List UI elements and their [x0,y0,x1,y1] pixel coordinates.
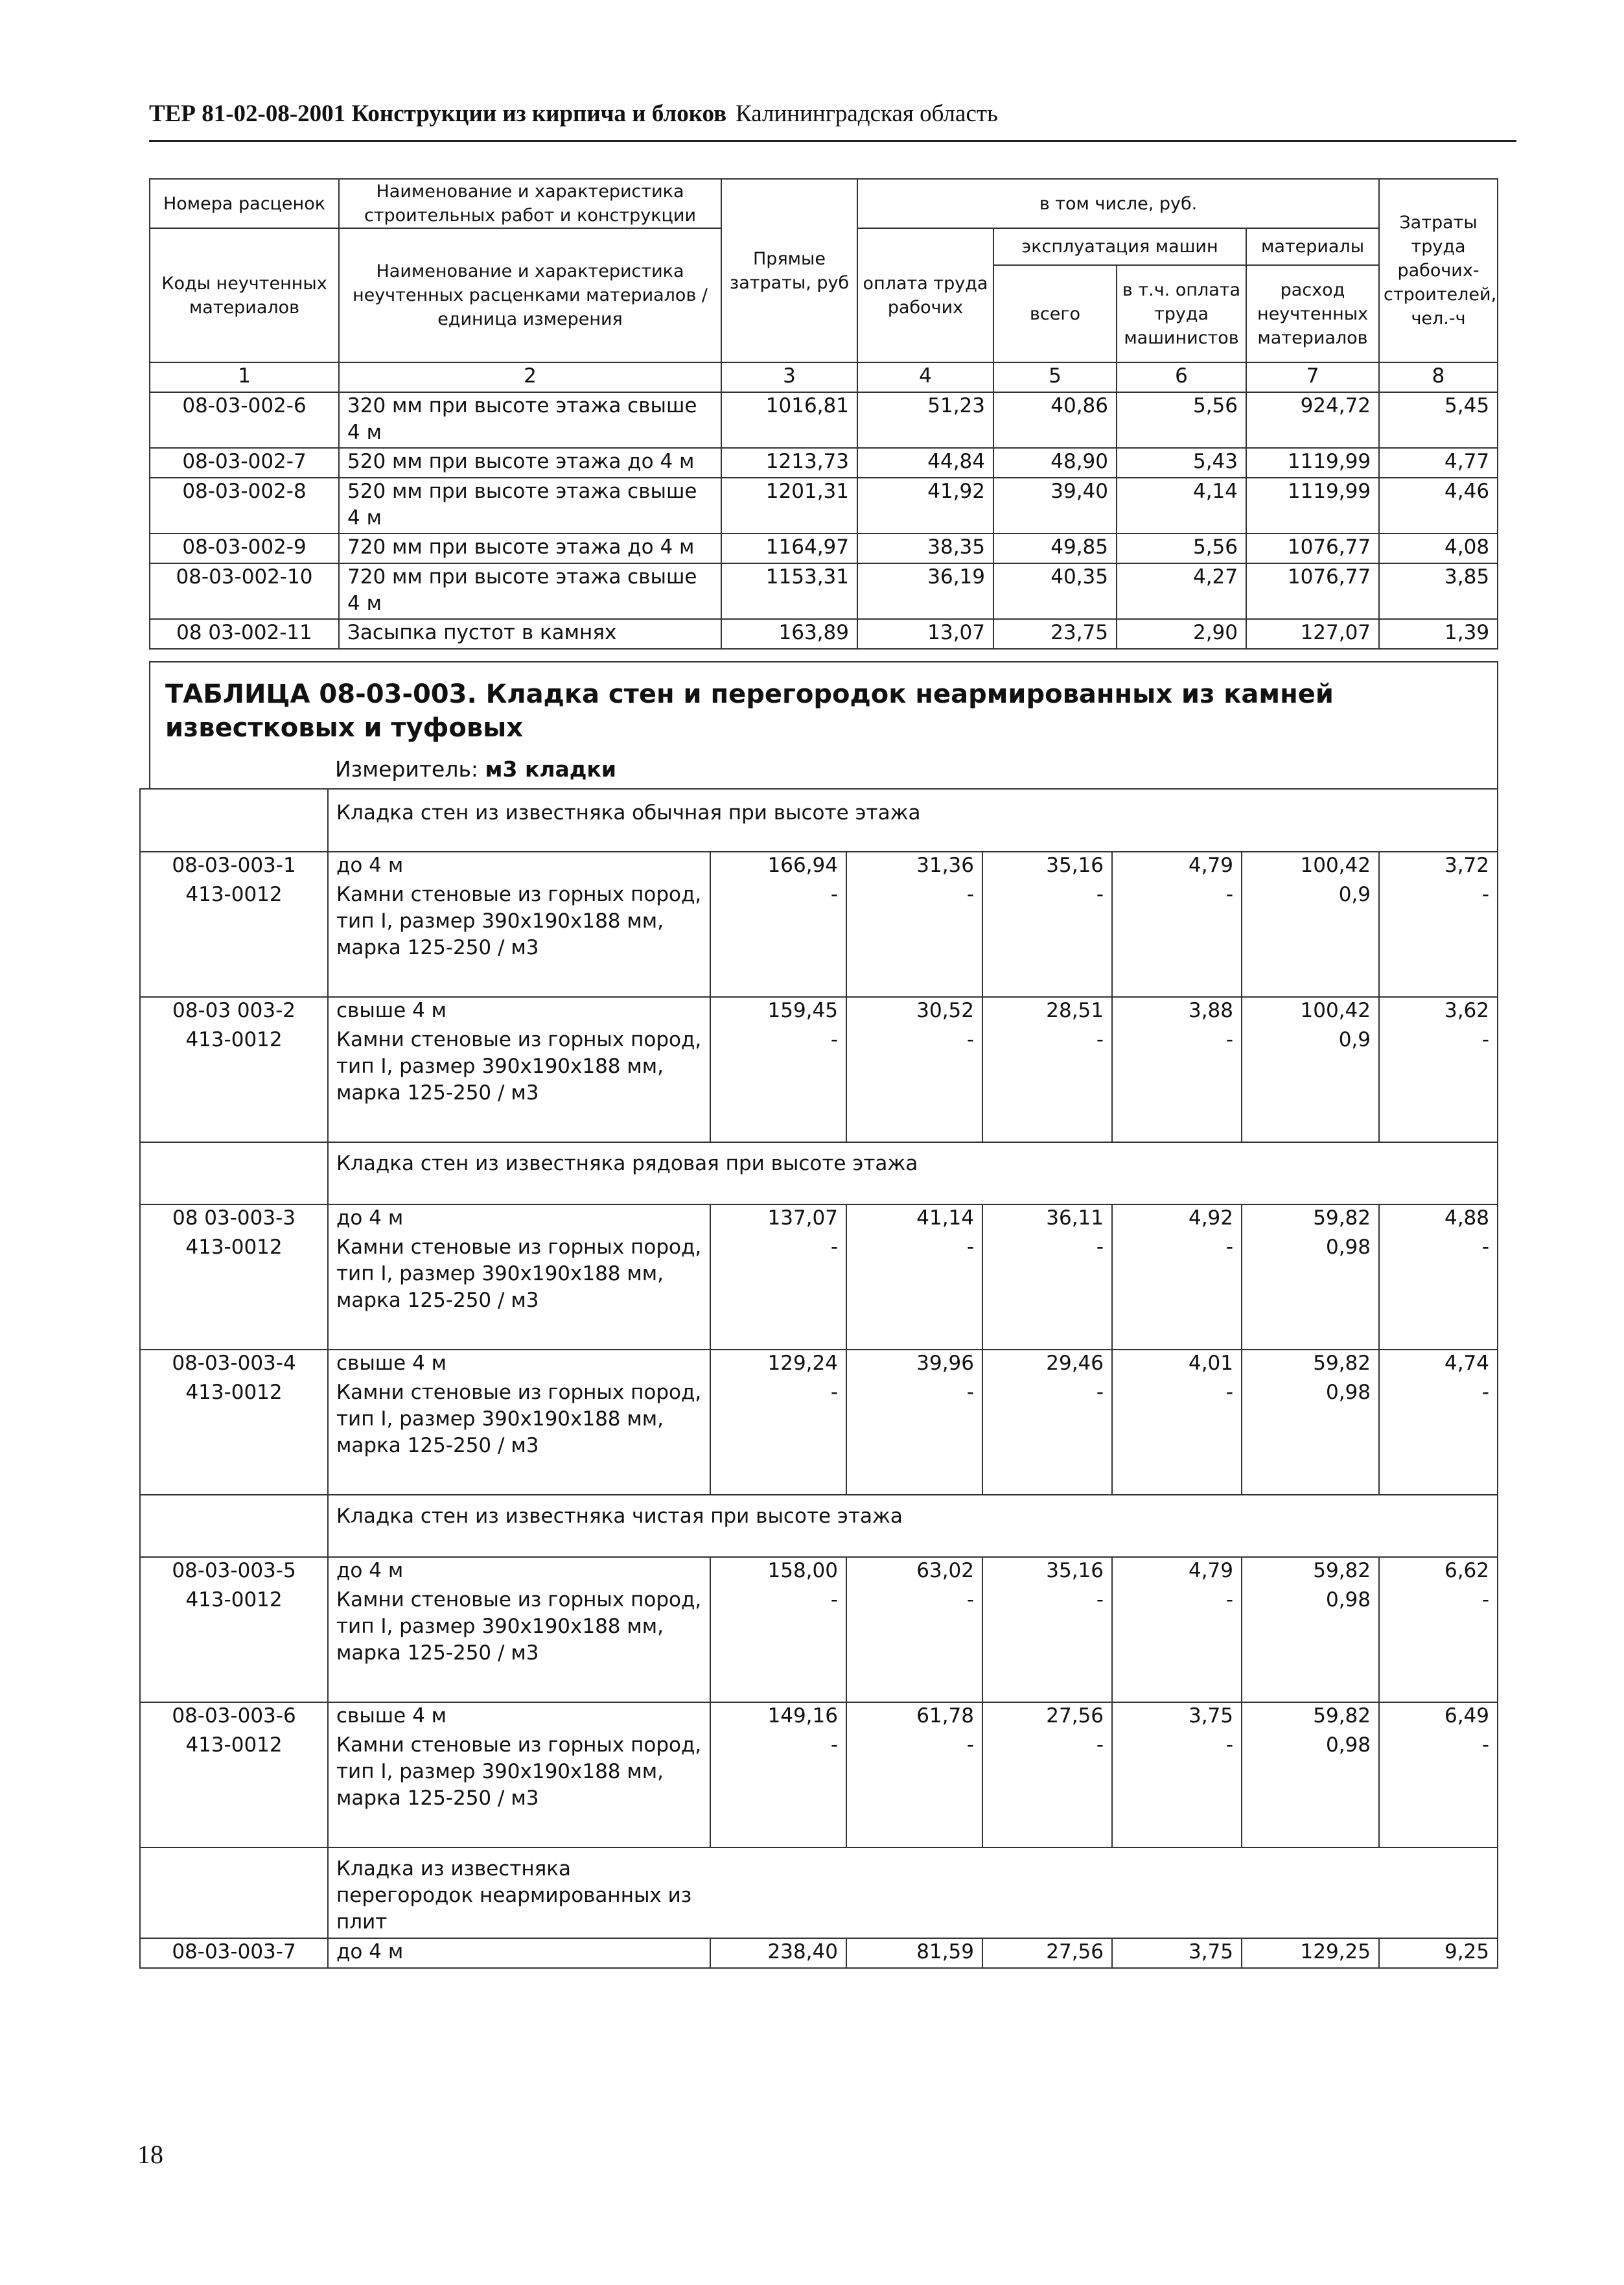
table-row [150,563,1498,619]
machines-total: 49,85 [993,533,1117,563]
materials: 129,25 [1242,1938,1379,1968]
table-row [140,852,1498,882]
materials: 59,82 [1242,1204,1379,1234]
wages: 63,02 [846,1557,982,1587]
material-wages: - [846,882,982,997]
material-direct: - [710,1732,846,1847]
labor: 4,88 [1379,1204,1498,1234]
material-row [140,1234,1498,1350]
rate-name: до 4 м [328,852,710,882]
material-labor: - [1379,882,1498,997]
material-quantity: 0,9 [1242,882,1379,997]
table-row [140,1938,1498,1968]
materials: 100,42 [1242,997,1379,1027]
header-materials: материалы [1246,228,1379,265]
rate-name: 520 мм при высоте этажа до 4 м [339,448,721,478]
header-document-title: ТЕР 81-02-08-2001 Конструкции из кирпича и блоков [149,100,727,127]
materials: 100,42 [1242,852,1379,882]
material-code: 413-0012 [140,1587,328,1702]
table-row [140,1350,1498,1379]
materials: 59,82 [1242,1702,1379,1732]
material-operator-wages: - [1112,1379,1242,1495]
direct-cost: 1016,81 [721,392,857,448]
material-name: Камни стеновые из горных пород, тип I, размер 390х190х188 мм, марка 125-250 / м3 [328,1732,710,1847]
rate-code: 08-03-003-6 [140,1702,328,1732]
material-direct: - [710,1027,846,1142]
material-code: 413-0012 [140,1234,328,1350]
material-labor: - [1379,1234,1498,1350]
direct-cost: 1201,31 [721,478,857,533]
material-quantity: 0,98 [1242,1234,1379,1350]
machines-total: 39,40 [993,478,1117,533]
direct-cost: 166,94 [710,852,846,882]
direct-cost: 238,40 [710,1938,846,1968]
direct-cost: 163,89 [721,619,857,649]
material-row [140,1027,1498,1142]
material-quantity: 0,98 [1242,1587,1379,1702]
machines-total: 40,86 [993,392,1117,448]
materials: 1076,77 [1246,563,1379,619]
material-machines: - [982,882,1112,997]
material-code: 413-0012 [140,1379,328,1495]
material-wages: - [846,1027,982,1142]
labor: 6,49 [1379,1702,1498,1732]
machines-total: 27,56 [982,1938,1112,1968]
rate-code: 08-03-002-8 [150,478,339,533]
group-heading-row [140,1142,1498,1204]
header-machine-operation: эксплуатация машин [993,228,1246,265]
material-code: 413-0012 [140,1732,328,1847]
direct-cost: 1164,97 [721,533,857,563]
wages: 13,07 [857,619,993,649]
labor: 9,25 [1379,1938,1498,1968]
rate-name: 520 мм при высоте этажа свыше 4 м [339,478,721,533]
direct-cost: 129,24 [710,1350,846,1379]
operator-wages: 4,79 [1112,1557,1242,1587]
table-row [140,1204,1498,1234]
material-row [140,1732,1498,1847]
operator-wages: 4,92 [1112,1204,1242,1234]
material-labor: - [1379,1379,1498,1495]
material-name: Камни стеновые из горных пород, тип I, размер 390х190х188 мм, марка 125-250 / м3 [328,1379,710,1495]
rate-name: до 4 м [328,1557,710,1587]
rate-code: 08-03-002-10 [150,563,339,619]
materials: 59,82 [1242,1350,1379,1379]
machines-total: 40,35 [993,563,1117,619]
operator-wages: 4,27 [1117,563,1246,619]
labor: 6,62 [1379,1557,1498,1587]
header-machines-total: всего [993,265,1117,362]
header-material-name: Наименование и характеристика неучтенных расценками материалов / единица измерения [339,228,721,362]
direct-cost: 158,00 [710,1557,846,1587]
machines-total: 35,16 [982,852,1112,882]
labor: 1,39 [1379,619,1498,649]
material-machines: - [982,1732,1112,1847]
labor: 4,46 [1379,478,1498,533]
material-wages: - [846,1234,982,1350]
group-heading: Кладка стен из известняка чистая при высоте этажа [328,1495,1498,1557]
group-heading [328,1847,1498,1938]
operator-wages: 2,90 [1117,619,1246,649]
material-operator-wages: - [1112,882,1242,997]
operator-wages: 4,14 [1117,478,1246,533]
rate-name: Засыпка пустот в камнях [339,619,721,649]
header-work-name: Наименование и характеристика строительных работ и конструкции [339,179,721,228]
column-number: 5 [993,362,1117,392]
material-machines: - [982,1234,1112,1350]
material-wages: - [846,1379,982,1495]
group-heading-row [140,1495,1498,1557]
rate-code: 08-03-003-4 [140,1350,328,1379]
table-row [140,997,1498,1027]
rate-name: свыше 4 м [328,1702,710,1732]
column-number: 4 [857,362,993,392]
material-name: Камни стеновые из горных пород, тип I, размер 390х190х188 мм, марка 125-250 / м3 [328,1234,710,1350]
column-number: 7 [1246,362,1379,392]
table-row [150,392,1498,448]
labor: 3,72 [1379,852,1498,882]
wages: 41,92 [857,478,993,533]
material-row [140,1379,1498,1495]
rate-name: свыше 4 м [328,997,710,1027]
header-direct-costs: Прямые затраты, руб [721,179,857,362]
table-row [140,1702,1498,1732]
material-direct: - [710,1379,846,1495]
materials: 127,07 [1246,619,1379,649]
materials: 1119,99 [1246,448,1379,478]
running-header [149,100,1516,142]
materials: 1119,99 [1246,478,1379,533]
group-heading-text: Кладка из известняка перегородок неармированных из плит [336,1857,692,1934]
material-machines: - [982,1379,1112,1495]
wages: 51,23 [857,392,993,448]
header-operator-wages: в т.ч. оплата труда машинистов [1117,265,1246,362]
header-region: Калининградская область [736,100,998,127]
material-name: Камни стеновые из горных пород, тип I, размер 390х190х188 мм, марка 125-250 / м3 [328,1587,710,1702]
rate-code: 08-03-002-7 [150,448,339,478]
column-number-row [150,362,1498,392]
group-heading-row [140,789,1498,852]
wages: 39,96 [846,1350,982,1379]
operator-wages: 5,56 [1117,392,1246,448]
material-row [140,882,1498,997]
operator-wages: 5,56 [1117,533,1246,563]
rates-table-08-03-002 [149,178,1498,650]
material-code: 413-0012 [140,1027,328,1142]
material-row [140,1587,1498,1702]
rate-code: 08 03-002-11 [150,619,339,649]
rate-code: 08-03 003-2 [140,997,328,1027]
rate-code: 08-03-003-5 [140,1557,328,1587]
material-name: Камни стеновые из горных пород, тип I, размер 390х190х188 мм, марка 125-250 / м3 [328,1027,710,1142]
wages: 61,78 [846,1702,982,1732]
material-wages: - [846,1732,982,1847]
machines-total: 36,11 [982,1204,1112,1234]
column-number: 2 [339,362,721,392]
operator-wages: 3,88 [1112,997,1242,1027]
header-including: в том числе, руб. [857,179,1379,228]
column-number: 8 [1379,362,1498,392]
machines-total: 28,51 [982,997,1112,1027]
group-heading-row [140,1847,1498,1938]
material-labor: - [1379,1732,1498,1847]
rate-name: до 4 м [328,1204,710,1234]
group-heading: Кладка стен из известняка рядовая при высоте этажа [328,1142,1498,1204]
table-row [150,478,1498,533]
labor: 4,74 [1379,1350,1498,1379]
rate-code: 08 03-003-3 [140,1204,328,1234]
rate-code: 08-03-002-6 [150,392,339,448]
rate-code: 08-03-003-7 [140,1938,328,1968]
material-machines: - [982,1027,1112,1142]
machines-total: 29,46 [982,1350,1112,1379]
measure-value: м3 кладки [485,756,616,782]
material-labor: - [1379,1027,1498,1142]
group-heading: Кладка стен из известняка обычная при высоте этажа [328,789,1498,852]
material-quantity: 0,98 [1242,1732,1379,1847]
labor: 3,62 [1379,997,1498,1027]
operator-wages: 3,75 [1112,1938,1242,1968]
rate-name: 720 мм при высоте этажа свыше 4 м [339,563,721,619]
material-operator-wages: - [1112,1587,1242,1702]
header-unaccounted-materials: расход неучтенных материалов [1246,265,1379,362]
material-quantity: 0,9 [1242,1027,1379,1142]
column-number: 3 [721,362,857,392]
materials: 59,82 [1242,1557,1379,1587]
table-row [150,448,1498,478]
header-worker-wages: оплата труда рабочих [857,228,993,362]
table-title: ТАБЛИЦА 08-03-003. Кладка стен и перегородок неармированных из камней известковых и туфовых [165,679,1334,743]
material-direct: - [710,882,846,997]
wages: 81,59 [846,1938,982,1968]
direct-cost: 149,16 [710,1702,846,1732]
material-machines: - [982,1587,1112,1702]
material-operator-wages: - [1112,1234,1242,1350]
machines-total: 48,90 [993,448,1117,478]
machines-total: 27,56 [982,1702,1112,1732]
operator-wages: 4,79 [1112,852,1242,882]
measure-unit [335,756,616,782]
machines-total: 35,16 [982,1557,1112,1587]
rate-name: 320 мм при высоте этажа свыше 4 м [339,392,721,448]
rates-table-08-03-003 [139,788,1498,1969]
material-direct: - [710,1587,846,1702]
labor: 4,08 [1379,533,1498,563]
material-quantity: 0,98 [1242,1379,1379,1495]
rate-code: 08-03-002-9 [150,533,339,563]
materials: 1076,77 [1246,533,1379,563]
wages: 36,19 [857,563,993,619]
page-number: 18 [137,2140,163,2169]
direct-cost: 1153,31 [721,563,857,619]
wages: 30,52 [846,997,982,1027]
material-labor: - [1379,1587,1498,1702]
header-labor-costs: Затраты труда рабочих-строителей, чел.-ч [1379,179,1498,362]
material-operator-wages: - [1112,1027,1242,1142]
table-row [140,1557,1498,1587]
material-wages: - [846,1587,982,1702]
wages: 31,36 [846,852,982,882]
rate-name: 720 мм при высоте этажа до 4 м [339,533,721,563]
operator-wages: 5,43 [1117,448,1246,478]
measure-label: Измеритель: [335,756,479,782]
labor: 3,85 [1379,563,1498,619]
rate-name: до 4 м [328,1938,710,1968]
wages: 44,84 [857,448,993,478]
material-name: Камни стеновые из горных пород, тип I, размер 390х190х188 мм, марка 125-250 / м3 [328,882,710,997]
rate-code: 08-03-003-1 [140,852,328,882]
direct-cost: 159,45 [710,997,846,1027]
wages: 41,14 [846,1204,982,1234]
rate-name: свыше 4 м [328,1350,710,1379]
material-direct: - [710,1234,846,1350]
materials: 924,72 [1246,392,1379,448]
material-code: 413-0012 [140,882,328,997]
direct-cost: 1213,73 [721,448,857,478]
labor: 4,77 [1379,448,1498,478]
header-rate-numbers: Номера расценок [150,179,339,228]
wages: 38,35 [857,533,993,563]
column-number: 1 [150,362,339,392]
machines-total: 23,75 [993,619,1117,649]
direct-cost: 137,07 [710,1204,846,1234]
material-operator-wages: - [1112,1732,1242,1847]
operator-wages: 3,75 [1112,1702,1242,1732]
table-row [150,533,1498,563]
header-material-codes: Коды неучтенных материалов [150,228,339,362]
operator-wages: 4,01 [1112,1350,1242,1379]
column-number: 6 [1117,362,1246,392]
labor: 5,45 [1379,392,1498,448]
table-row [150,619,1498,649]
